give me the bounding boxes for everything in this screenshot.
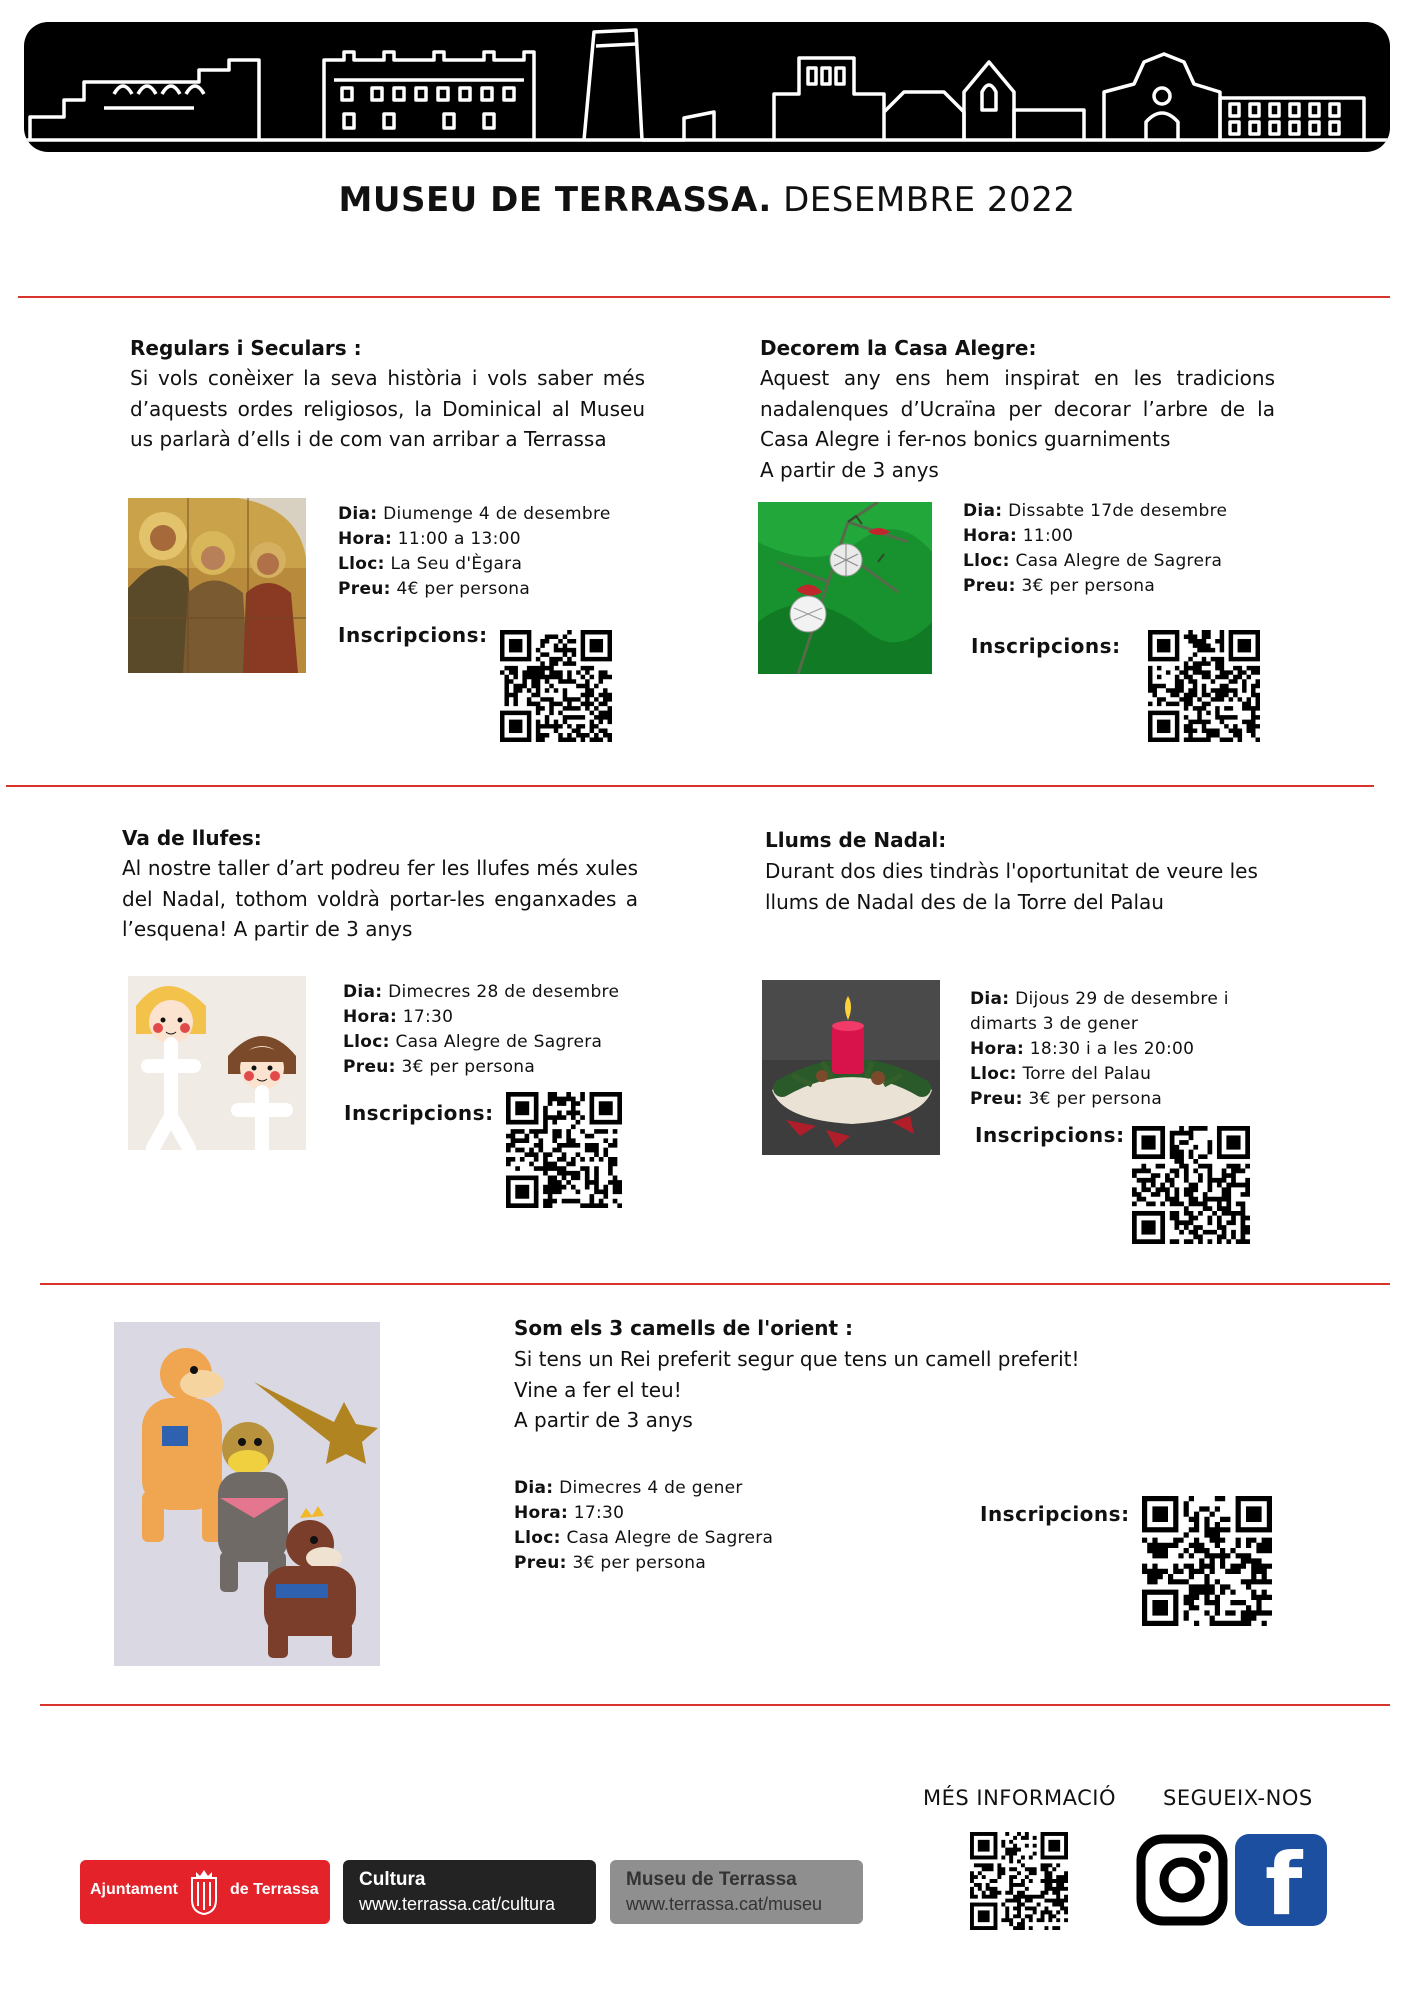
event-price: 3€ per persona [401,1057,536,1077]
ajuntament-text: Ajuntament [90,1881,178,1898]
divider [40,1283,1390,1285]
event-photo-llufes [128,976,306,1150]
event-photo-fresco [128,498,306,673]
event-time: 17:30 [402,1007,454,1027]
event-details: Dia: Diumenge 4 de desembre Hora: 11:00 a 13:00 Lloc: La Seu d'Ègara Preu: 4€ per persona [338,504,611,599]
event-price: 3€ per persona [1021,576,1156,596]
event-title: Decorem la Casa Alegre: [760,336,1037,360]
museu-link[interactable] [610,1860,863,1924]
event-title: Regulars i Seculars : [130,336,362,360]
event-description: Si tens un Rei preferit segur que tens un camell preferit! Vine a fer el teu! A partir de 3 anys [514,1347,1080,1432]
museu-title: Museu de Terrassa [626,1869,797,1890]
event-title: Som els 3 camells de l'orient : [514,1316,854,1340]
event-date: Dijous 29 de desembre i dimarts 3 de gener [970,989,1229,1034]
instagram-icon[interactable] [1136,1834,1228,1926]
event-details: Dia: Dimecres 28 de desembre Hora: 17:30 Lloc: Casa Alegre de Sagrera Preu: 3€ per persona [343,982,620,1077]
divider [40,1704,1390,1706]
divider [6,785,1374,787]
event-place: Casa Alegre de Sagrera [1015,551,1223,571]
more-info-qr-code[interactable] [970,1832,1068,1930]
coat-of-arms-icon [188,1868,220,1916]
skyline-illustration [24,22,1390,152]
event-place: Casa Alegre de Sagrera [395,1032,603,1052]
inscripcions-label: Inscripcions: [975,1123,1125,1147]
registration-qr-code[interactable] [1148,630,1260,742]
event-title: Llums de Nadal: [765,828,947,852]
event-place: La Seu d'Ègara [390,554,523,574]
event-place: Torre del Palau [1022,1064,1152,1084]
event-date: Dissabte 17de desembre [1008,501,1228,521]
inscripcions-label: Inscripcions: [980,1502,1130,1526]
registration-qr-code[interactable] [1142,1496,1272,1626]
museu-url: www.terrassa.cat/museu [626,1894,823,1914]
event-title: Va de llufes: [122,826,262,850]
registration-qr-code[interactable] [500,630,612,742]
event-details: Dia: Dijous 29 de desembre i dimarts 3 de gener Hora: 18:30 i a les 20:00 Lloc: Torre del Palau Preu: 3€ per persona [970,989,1229,1109]
event-description: Aquest any ens hem inspirat en les tradicions nadalenques d’Ucraïna per decorar l’arbre de la Casa Alegre i fer-nos bonics guarniments A partir de 3 anys [760,366,1275,482]
inscripcions-label: Inscripcions: [971,634,1121,658]
mes-informacio-label: MÉS INFORMACIÓ [923,1786,1116,1810]
event-time: 18:30 i a les 20:00 [1029,1039,1195,1059]
event-place: Casa Alegre de Sagrera [566,1528,774,1548]
inscripcions-label: Inscripcions: [338,623,488,647]
event-date: Dimecres 28 de desembre [388,982,620,1002]
event-date: Diumenge 4 de desembre [383,504,611,524]
registration-qr-code[interactable] [1132,1126,1250,1244]
divider [18,296,1390,298]
event-details: Dia: Dissabte 17de desembre Hora: 11:00 Lloc: Casa Alegre de Sagrera Preu: 3€ per persona [963,501,1228,596]
event-time: 11:00 [1022,526,1074,546]
event-photo-ornament [758,502,932,674]
ajuntament-terrassa-logo[interactable] [80,1860,330,1924]
event-price: 4€ per persona [396,579,531,599]
segueix-nos-label: SEGUEIX-NOS [1163,1786,1313,1810]
event-time: 17:30 [573,1503,625,1523]
cultura-link[interactable] [343,1860,596,1924]
event-photo-camels [114,1322,380,1666]
event-price: 3€ per persona [572,1553,707,1573]
cultura-title: Cultura [359,1869,426,1890]
page-title-date: DESEMBRE 2022 [783,180,1076,220]
event-date: Dimecres 4 de gener [559,1478,743,1498]
cultura-url: www.terrassa.cat/cultura [359,1894,556,1914]
header-skyline-banner [24,22,1390,152]
facebook-glyph: f [1265,1835,1303,1926]
event-price: 3€ per persona [1028,1089,1163,1109]
event-description: Durant dos dies tindràs l'oportunitat de veure les llums de Nadal des de la Torre del Palau [765,859,1258,914]
event-description: Si vols conèixer la seva història i vols saber més d’aquests ordes religiosos, la Dominical al Museu us parlarà d’ells i de com van arribar a Terrassa [130,366,645,451]
event-photo-candle [762,980,940,1155]
facebook-icon[interactable] [1235,1834,1327,1926]
page-title-bold: MUSEU DE TERRASSA. [338,180,772,220]
page-title [0,180,1414,220]
de-terrassa-text: de Terrassa [230,1881,319,1898]
event-description: Al nostre taller d’art podreu fer les llufes més xules del Nadal, tothom voldrà portar-les enganxades a l’esquena! A partir de 3 anys [122,856,638,941]
event-time: 11:00 a 13:00 [397,529,521,549]
inscripcions-label: Inscripcions: [344,1101,494,1125]
event-details: Dia: Dimecres 4 de gener Hora: 17:30 Lloc: Casa Alegre de Sagrera Preu: 3€ per persona [514,1478,774,1573]
registration-qr-code[interactable] [506,1092,622,1208]
